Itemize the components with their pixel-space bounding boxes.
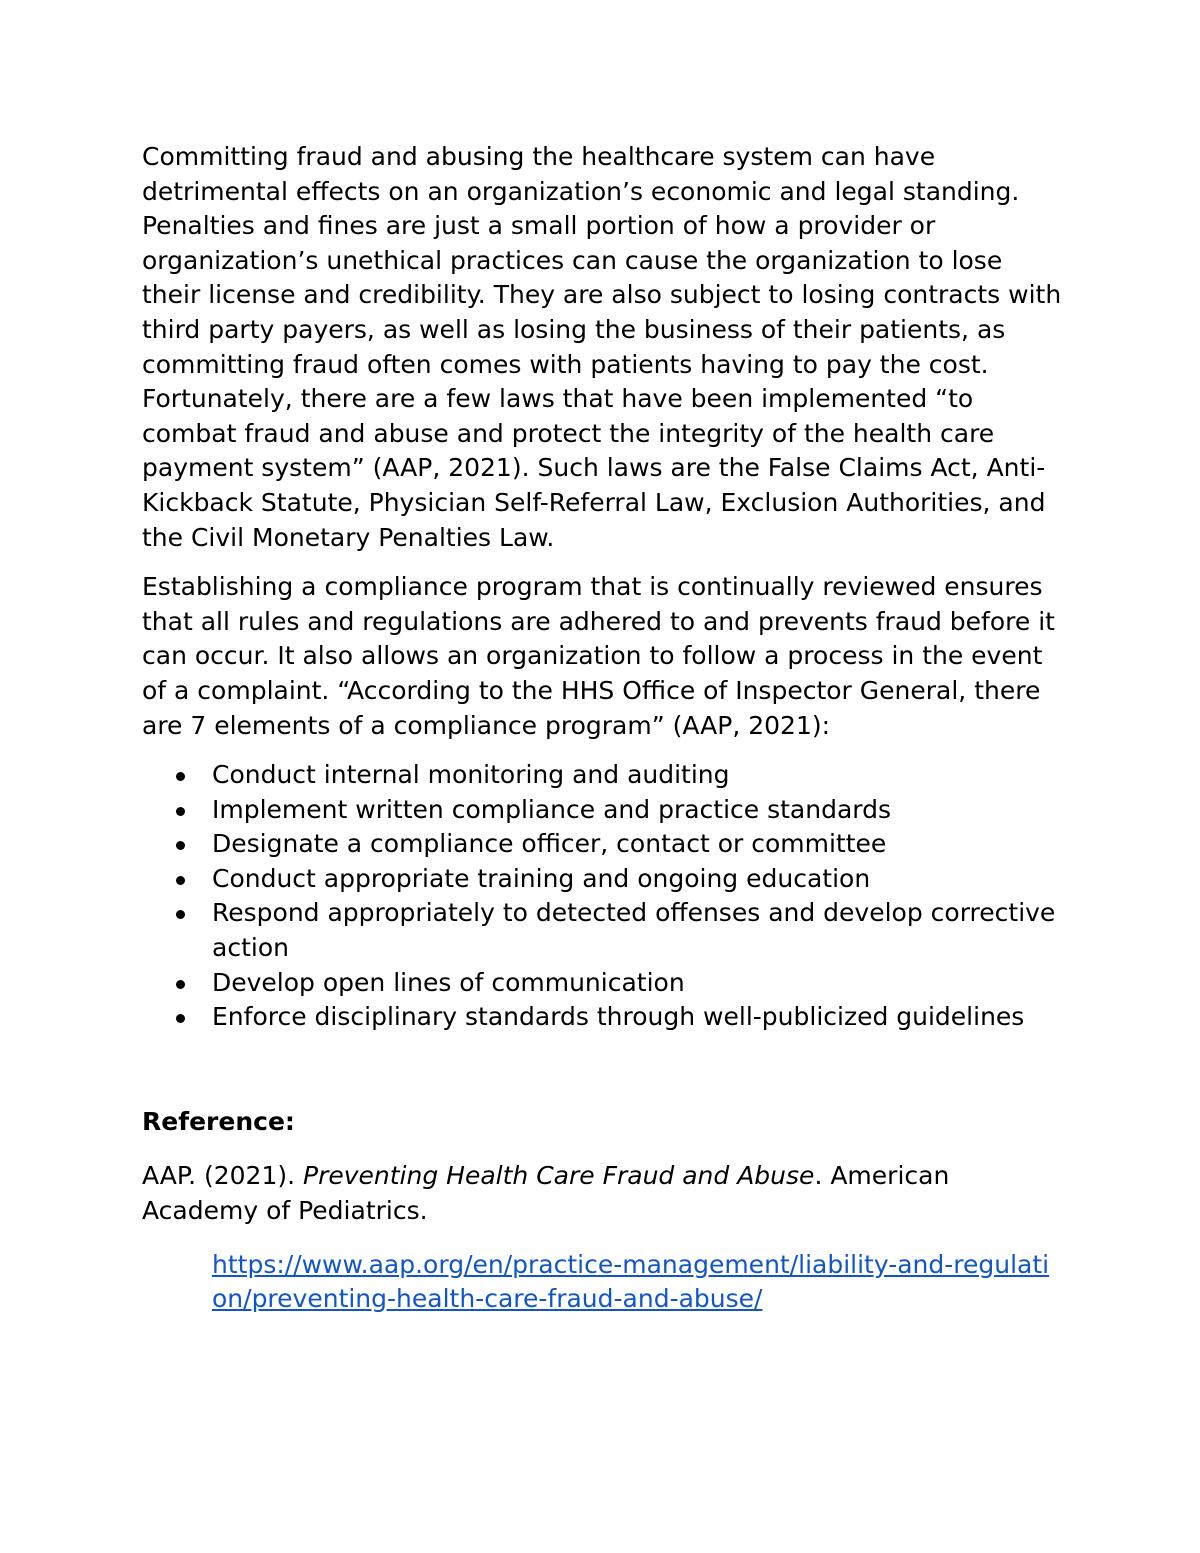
- reference-publisher: . American Academy of Pediatrics.: [142, 1161, 950, 1226]
- bullet-icon: [176, 910, 185, 919]
- reference-entry: [142, 1159, 1062, 1228]
- reference-author-year: AAP. (2021).: [142, 1161, 303, 1191]
- list-item: [142, 758, 1062, 793]
- list-item: [142, 827, 1062, 862]
- bullet-icon: [176, 841, 185, 850]
- list-item: [142, 1000, 1062, 1035]
- list-item: [142, 793, 1062, 828]
- list-item-text: Respond appropriately to detected offenses and develop corrective action: [212, 898, 1056, 963]
- reference-title: Preventing Health Care Fraud and Abuse: [303, 1161, 815, 1191]
- list-item: [142, 862, 1062, 897]
- list-item-text: Develop open lines of communication: [212, 967, 685, 997]
- bullet-icon: [176, 980, 185, 989]
- list-item-text: Enforce disciplinary standards through well-publicized guidelines: [212, 1002, 1025, 1032]
- compliance-elements-list: [142, 758, 1062, 1035]
- list-item-text: Designate a compliance officer, contact or committee: [212, 829, 887, 859]
- document-page: [142, 140, 1062, 1317]
- bullet-icon: [176, 1014, 185, 1023]
- bullet-icon: [176, 876, 185, 885]
- list-item-text: Conduct appropriate training and ongoing education: [212, 863, 871, 893]
- bullet-icon: [176, 807, 185, 816]
- body-paragraph-fraud-effects: Committing fraud and abusing the healthcare system can have detrimental effects on an organization’s economic and legal standing. Penalties and fines are just a small portion of how a provider or organization’s unethical practices can cause the organization to lose their license and credibility. They are also subject to losing contracts with third party payers, as well as losing the business of their patients, as committing fraud often comes with patients having to pay the cost. Fortunately, there are a few laws that have been implemented “to combat fraud and abuse and protect the integrity of the health care payment system” (AAP, 2021). Such laws are the False Claims Act, Anti-Kickback Statute, Physician Self-Referral Law, Exclusion Authorities, and the Civil Monetary Penalties Law.: [142, 142, 1062, 552]
- list-item-text: Implement written compliance and practice standards: [212, 794, 892, 824]
- list-item: [142, 966, 1062, 1001]
- reference-heading: Reference:: [142, 1106, 295, 1136]
- list-item: [142, 896, 1062, 965]
- reference-url-link[interactable]: https://www.aap.org/en/practice-management/liability-and-regulation/preventing-health-care-fraud-and-abuse/: [212, 1249, 1050, 1314]
- body-paragraph-compliance-program: Establishing a compliance program that is continually reviewed ensures that all rules and regulations are adhered to and prevents fraud before it can occur. It also allows an organization to follow a process in the event of a complaint. “According to the HHS Office of Inspector General, there are 7 elements of a compliance program” (AAP, 2021):: [142, 572, 1055, 740]
- bullet-icon: [176, 772, 185, 781]
- list-item-text: Conduct internal monitoring and auditing: [212, 760, 730, 790]
